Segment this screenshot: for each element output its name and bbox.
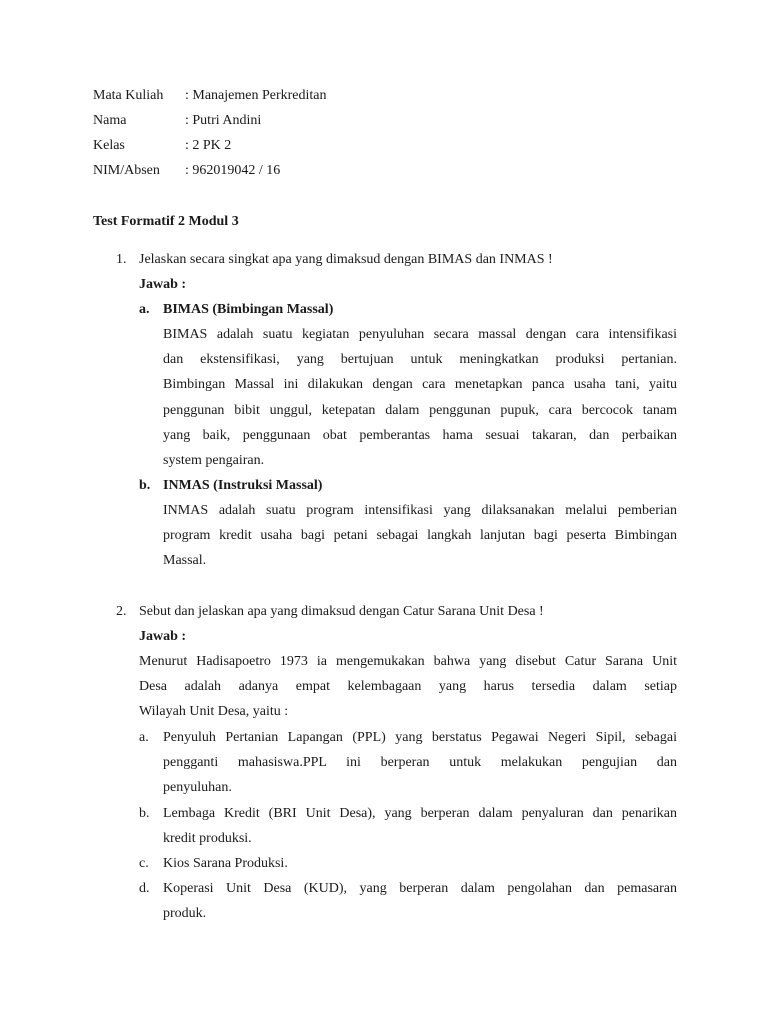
item-paragraph (163, 322, 677, 473)
header-value: : Manajemen Perkreditan (185, 88, 327, 103)
paragraph-line: Penyuluh Pertanian Lapangan (PPL) yang berstatus Pegawai Negeri Sipil, sebagai (163, 730, 677, 745)
intro-paragraph (139, 649, 677, 725)
item-paragraph (163, 876, 677, 926)
item-marker: a. (139, 730, 149, 745)
question-text: Sebut dan jelaskan apa yang dimaksud dengan Catur Sarana Unit Desa ! (139, 604, 544, 619)
paragraph-line: BIMAS adalah suatu kegiatan penyuluhan secara massal dengan cara intensifikasi (163, 327, 677, 342)
item-paragraph (163, 498, 677, 574)
header-label: Mata Kuliah (93, 88, 164, 103)
header-row-course (93, 86, 493, 106)
paragraph-line: program kredit usaha bagi petani sebagai langkah lanjutan bagi peserta Bimbingan (163, 528, 677, 544)
question-number: 2. (116, 604, 127, 619)
header-label: Kelas (93, 138, 125, 153)
page-title: Test Formatif 2 Modul 3 (93, 214, 239, 229)
question-number: 1. (116, 252, 127, 267)
paragraph-line: Menurut Hadisapoetro 1973 ia mengemukakan bahwa yang disebut Catur Sarana Unit (139, 654, 677, 669)
paragraph-line: penyuluhan. (163, 780, 232, 796)
item-heading: INMAS (Instruksi Massal) (163, 478, 323, 493)
paragraph-line: Massal. (163, 553, 207, 569)
header-value: : Putri Andini (185, 113, 262, 128)
item-marker: b. (139, 806, 150, 821)
paragraph-line: produk. (163, 906, 207, 922)
item-marker: a. (139, 302, 150, 317)
paragraph-line: INMAS adalah suatu program intensifikasi yang dilaksanakan melalui pemberian (163, 503, 677, 518)
header-value: : 2 PK 2 (185, 138, 232, 153)
item-marker: c. (139, 856, 149, 871)
paragraph-line: penggunan bibit unggul, ketepatan dalam penggunan pupuk, cara bercocok tanam (163, 402, 677, 418)
paragraph-line: Lembaga Kredit (BRI Unit Desa), yang berperan dalam penyaluran dan penarikan (163, 806, 677, 821)
item-text: Kios Sarana Produksi. (163, 856, 288, 871)
question-text: Jelaskan secara singkat apa yang dimaksud dengan BIMAS dan INMAS ! (139, 252, 553, 267)
paragraph-line: yang baik, penggunaan obat pemberantas hama sesuai takaran, dan perbaikan (163, 427, 677, 443)
paragraph-line: Desa adalah adanya empat kelembagaan yang harus tersedia dalam setiap (139, 679, 677, 695)
header-row-class (93, 136, 493, 156)
header-row-nim (93, 161, 493, 181)
header-value: : 962019042 / 16 (185, 163, 281, 178)
item-heading: BIMAS (Bimbingan Massal) (163, 302, 334, 317)
item-paragraph (163, 725, 677, 801)
paragraph-line: Wilayah Unit Desa, yaitu : (139, 704, 289, 720)
paragraph-line: Bimbingan Massal ini dilakukan dengan cara menetapkan panca usaha tani, yaitu (163, 377, 677, 393)
paragraph-line: kredit produksi. (163, 831, 252, 847)
paragraph-line: system pengairan. (163, 452, 265, 468)
item-marker: b. (139, 478, 151, 493)
answer-label: Jawab : (139, 629, 187, 644)
header-label: NIM/Absen (93, 163, 160, 178)
header-row-name (93, 111, 493, 131)
item-marker: d. (139, 881, 150, 896)
item-paragraph (163, 801, 677, 851)
header-label: Nama (93, 113, 127, 128)
paragraph-line: Koperasi Unit Desa (KUD), yang berperan dalam pengolahan dan pemasaran (163, 881, 677, 896)
paragraph-line: dan ekstensifikasi, yang bertujuan untuk meningkatkan produksi pertanian. (163, 352, 677, 368)
paragraph-line: pengganti mahasiswa.PPL ini berperan untuk melakukan pengujian dan (163, 755, 677, 771)
answer-label: Jawab : (139, 277, 187, 292)
